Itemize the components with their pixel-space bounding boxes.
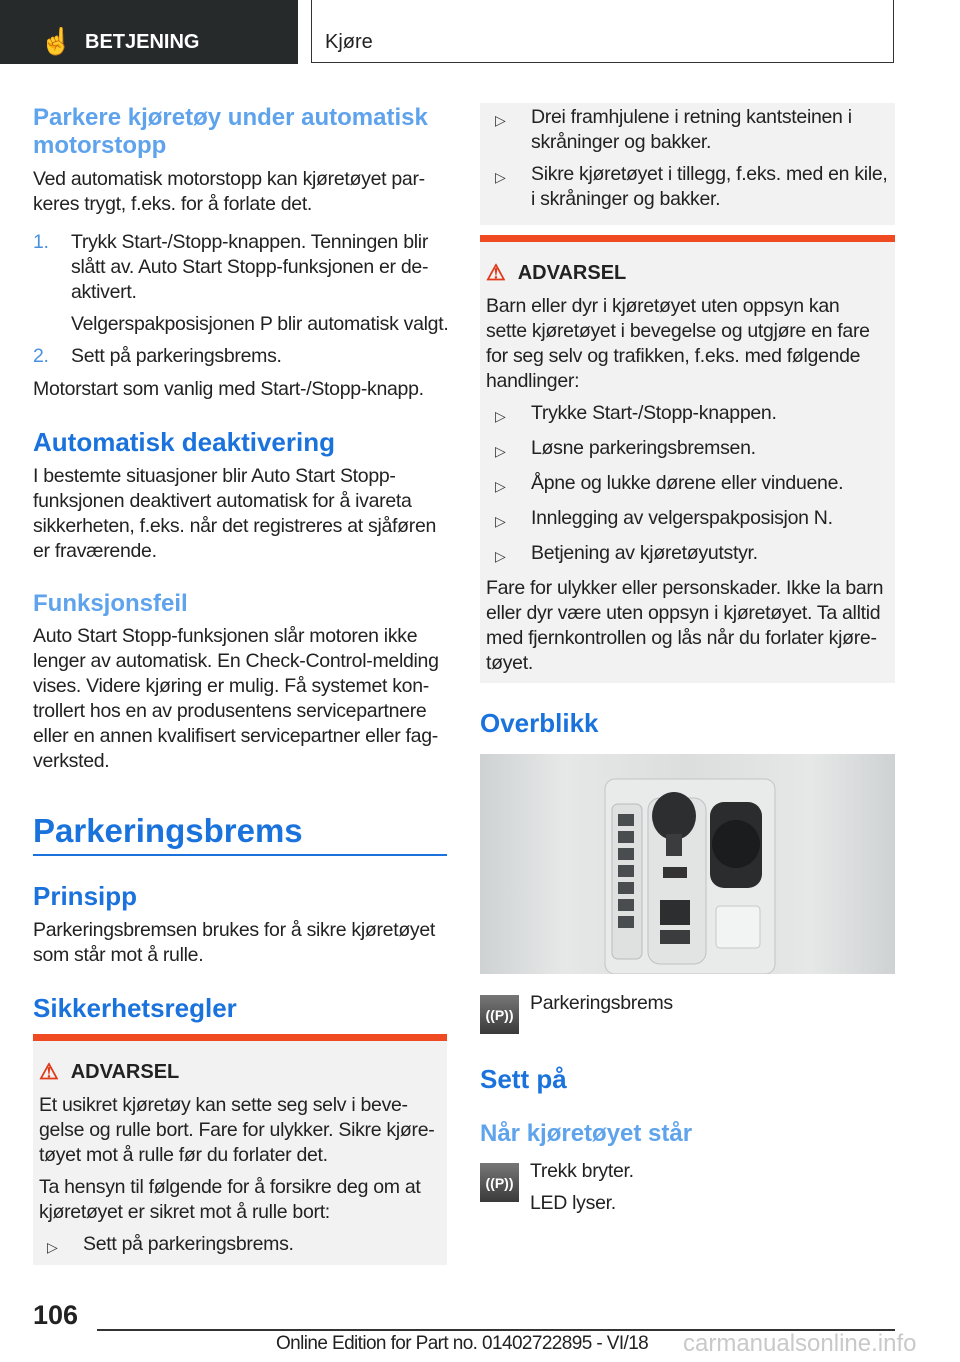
heading-when-stationary: Når kjøretøyet står [480, 1120, 693, 1147]
step-text: Trekk bryter. [530, 1160, 634, 1182]
chapter-heading: Parkeringsbrems [33, 812, 303, 849]
warning-box [33, 1034, 447, 1265]
list-item: ▷ Sett på parkeringsbrems. [39, 1232, 441, 1260]
step-text: LED lyser. [530, 1192, 616, 1214]
heading-park-auto-stop: Parkere kjøretøy under automatisk motorstopp [33, 104, 428, 159]
paragraph: Motorstart som vanlig med Start-/Stopp-knapp. [33, 378, 424, 400]
bullet-triangle-icon: ▷ [495, 548, 506, 564]
list-item: ▷ Sikre kjøretøyet i tillegg, f.eks. med en kile, i skråninger og bakker. [495, 163, 888, 210]
heading-overview: Overblikk [480, 708, 599, 738]
bullet-triangle-icon: ▷ [495, 513, 506, 529]
list-item: ▷ Innlegging av velgerspakposisjon N. [495, 506, 889, 534]
warning-title: ⚠ ADVARSEL [39, 1059, 180, 1084]
paragraph: I bestemte situasjoner blir Auto Start Stopp- funksjonen deaktivert automatisk for å ivareta sikkerheten, f.eks. når det registreres at sjåføren er fraværende. [33, 465, 437, 562]
bullet-triangle-icon: ▷ [495, 408, 506, 424]
bullet-triangle-icon: ▷ [495, 478, 506, 494]
warning-text: Fare for ulykker eller personskader. Ikke la barn eller dyr være uten oppsyn i kjøretøyet. Ta alltid med fjernkontrollen og lås når du forlater kjøre- tøyet. [486, 577, 884, 674]
steps-list [33, 230, 453, 369]
parking-brake-icon: ((P)) [480, 1163, 519, 1202]
console-illustration [480, 754, 895, 974]
parking-brake-icon: ((P)) [480, 995, 519, 1034]
warning-triangle-icon: ⚠ [39, 1059, 59, 1084]
chapter-tab [311, 0, 894, 63]
heading-apply: Sett på [480, 1064, 567, 1094]
list-item: ▷ Betjening av kjøretøyutstyr. [495, 541, 889, 569]
section-title: BETJENING [85, 31, 200, 53]
warning-text: Et usikret kjøretøy kan sette seg selv i beve- gelse og rulle bort. Fare for ulykker. Sikre kjøre- tøyet mot å rulle før du forlater det. [39, 1094, 435, 1166]
list-item: ▷ Drei framhjulene i retning kantsteinen i skråninger og bakker. [495, 106, 852, 153]
hand-pointer-icon: ☝ [40, 26, 73, 56]
center-console-image [480, 754, 895, 974]
warning-box [480, 235, 895, 683]
bullet-triangle-icon: ▷ [495, 443, 506, 459]
edition-info: Online Edition for Part no. 01402722895 - VI/18 [276, 1333, 649, 1354]
list-item: Velgerspakposisjonen P blir automatisk valgt. [71, 313, 449, 335]
page-number: 106 [33, 1300, 79, 1330]
continued-list [480, 103, 895, 225]
list-item: ▷ Løsne parkeringsbremsen. [495, 436, 889, 464]
list-item: 1. Trykk Start-/Stopp-knappen. Tenningen blir slått av. Auto Start Stopp-funksjonen er de- aktivert. [33, 231, 429, 303]
chapter-title: Kjøre [325, 31, 373, 53]
heading-safety: Sikkerhetsregler [33, 993, 237, 1023]
section-tab [0, 0, 298, 64]
bullet-triangle-icon: ▷ [495, 112, 506, 128]
heading-principle: Prinsipp [33, 881, 138, 911]
paragraph: Parkeringsbremsen brukes for å sikre kjøretøyet som står mot å rulle. [33, 919, 436, 966]
warning-text: Barn eller dyr i kjøretøyet uten oppsyn kan sette kjøretøyet i bevegelse og utgjøre en fare for seg selv og trafikken, f.eks. med følgende handlinger: [486, 295, 870, 392]
list-item: ▷ Åpne og lukke dørene eller vinduene. [495, 471, 889, 499]
heading-auto-deactivation: Automatisk deaktivering [33, 427, 335, 457]
bullet-triangle-icon: ▷ [495, 169, 506, 185]
divider [33, 854, 447, 856]
warning-text: Ta hensyn til følgende for å forsikre deg om at kjøretøyet er sikret mot å rulle bort: [39, 1176, 421, 1223]
bullet-triangle-icon: ▷ [47, 1239, 58, 1255]
list-item: ▷ Trykke Start-/Stopp-knappen. [495, 401, 889, 429]
list-item: 2. Sett på parkeringsbrems. [33, 345, 282, 367]
paragraph: Ved automatisk motorstopp kan kjøretøyet par- keres trygt, f.eks. for å forlate det. [33, 168, 425, 215]
paragraph: Auto Start Stopp-funksjonen slår motoren ikke lenger av automatisk. En Check-Control-melding vises. Videre kjøring er mulig. Få systemet kon- trollert hos en av produsentens servicepartnere eller en annen kvalifisert servicepartner eller fag- verksted. [33, 625, 439, 772]
warning-triangle-icon: ⚠ [486, 260, 506, 285]
warning-title: ⚠ ADVARSEL [486, 260, 627, 285]
heading-malfunction: Funksjonsfeil [33, 590, 188, 617]
icon-caption: Parkeringsbrems [530, 992, 673, 1014]
watermark: carmanualsonline.info [683, 1330, 917, 1357]
